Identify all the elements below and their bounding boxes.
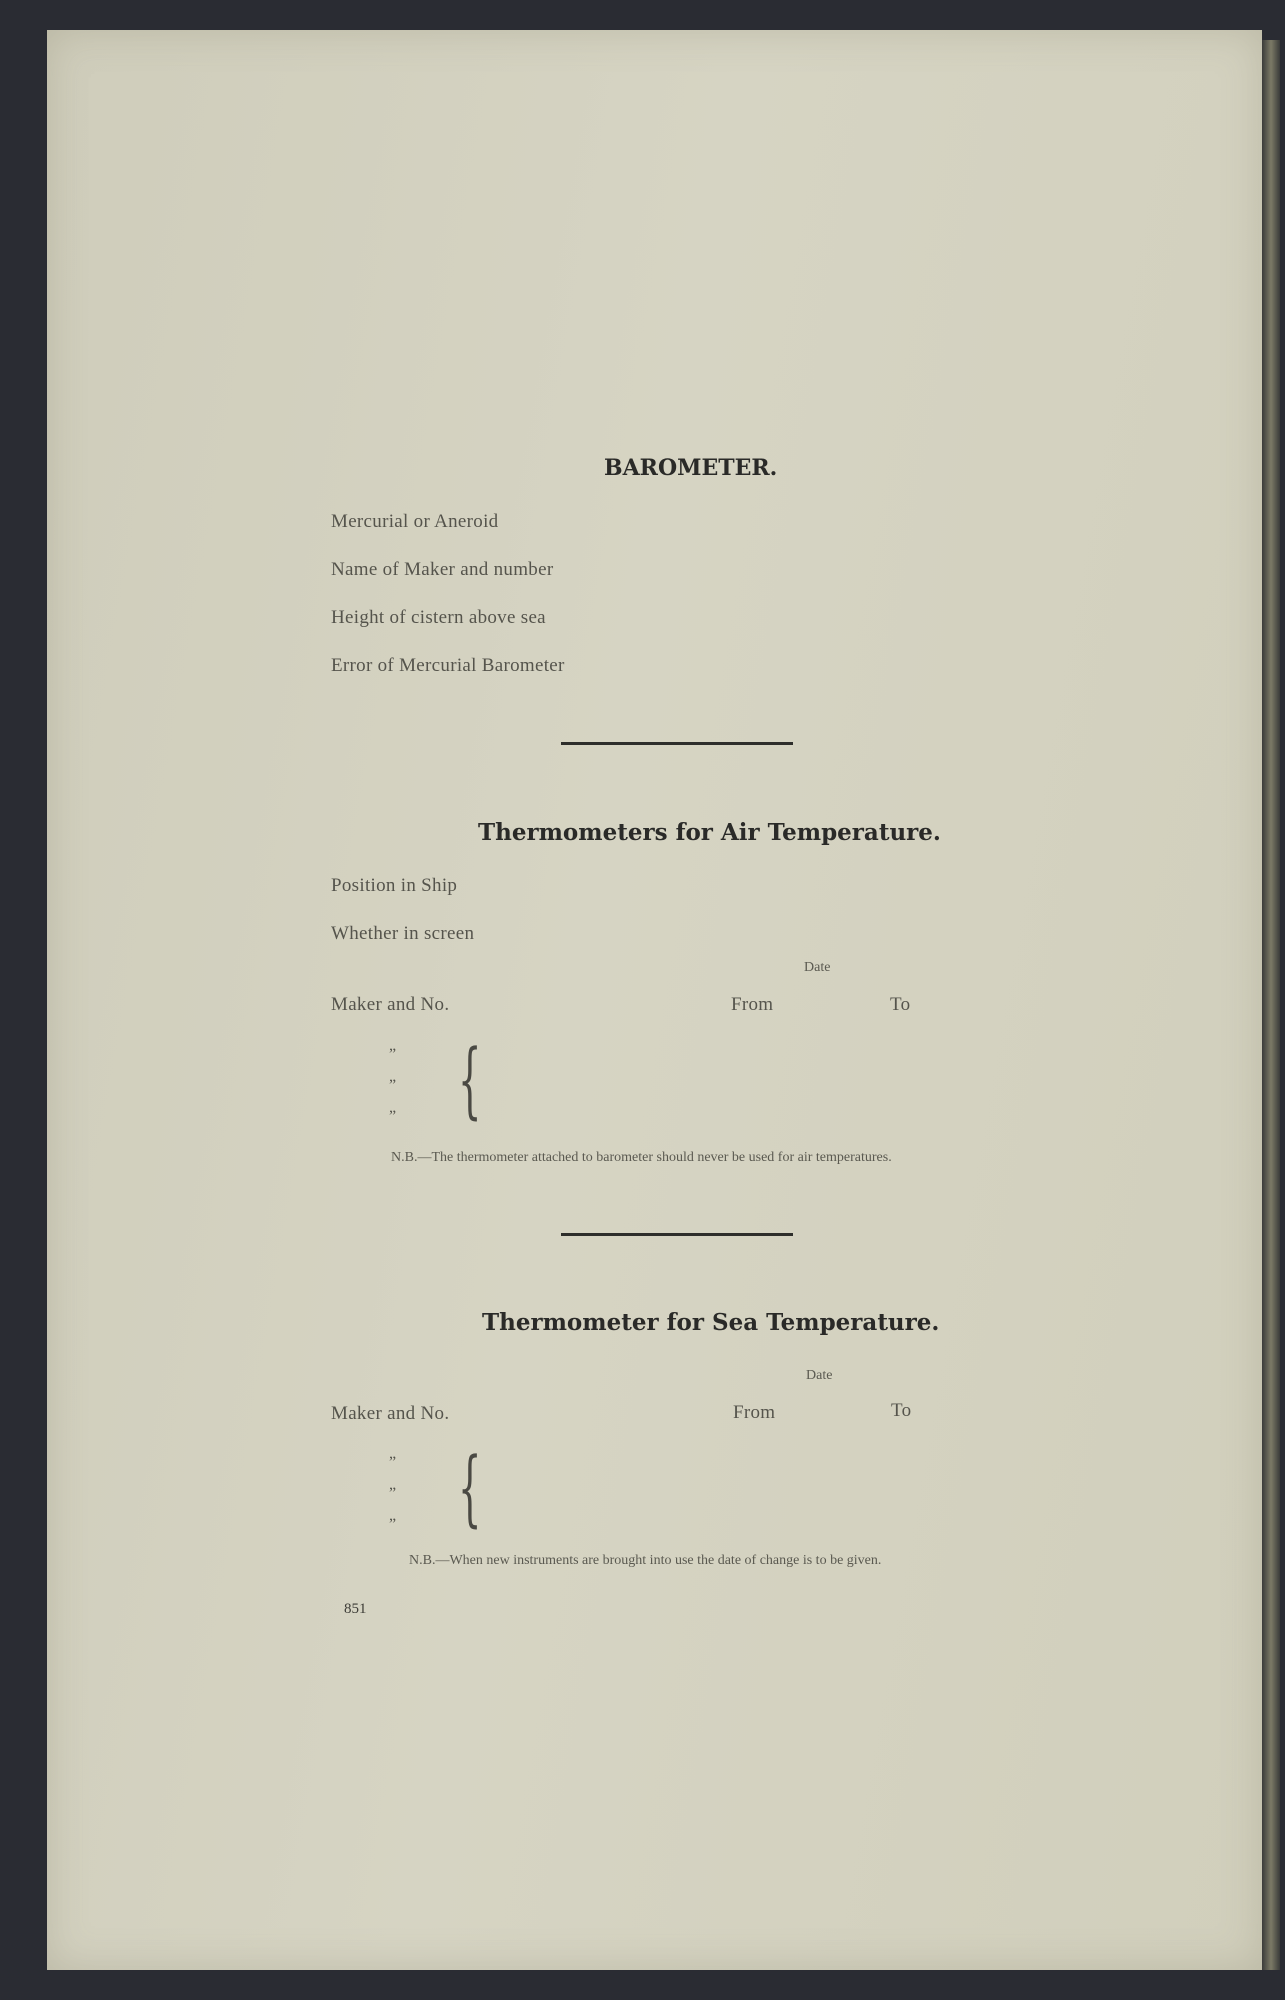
sea-ditto-3: ”: [389, 1516, 397, 1533]
barometer-field-maker: Name of Maker and number: [331, 559, 554, 580]
section-divider-2: [561, 1233, 793, 1236]
section-divider-1: [561, 742, 793, 745]
sea-thermometer-heading: Thermometer for Sea Temperature.: [482, 1309, 940, 1336]
barometer-field-type: Mercurial or Aneroid: [331, 511, 499, 532]
document-page: [47, 30, 1262, 1970]
sea-ditto-2: ”: [389, 1485, 397, 1502]
air-ditto-1: ”: [389, 1046, 397, 1063]
air-note: N.B.—The thermometer attached to barometer should never be used for air temperatures.: [391, 1150, 892, 1165]
air-ditto-3: ”: [389, 1108, 397, 1125]
barometer-field-error: Error of Mercurial Barometer: [331, 655, 565, 676]
sea-note: N.B.—When new instruments are brought into use the date of change is to be given.: [409, 1553, 882, 1568]
air-to-label: To: [890, 994, 911, 1015]
page-number: 851: [344, 1601, 367, 1617]
sea-from-label: From: [733, 1402, 776, 1423]
air-from-label: From: [731, 994, 774, 1015]
book-edge: [1262, 40, 1280, 1970]
air-thermometers-heading: Thermometers for Air Temperature.: [478, 819, 941, 846]
sea-ditto-1: ”: [389, 1454, 397, 1471]
air-date-label: Date: [804, 960, 831, 975]
barometer-heading: BAROMETER.: [604, 455, 778, 481]
air-ditto-2: ”: [389, 1077, 397, 1094]
sea-brace: {: [458, 1441, 482, 1536]
sea-date-label: Date: [806, 1368, 833, 1383]
barometer-field-height: Height of cistern above sea: [331, 607, 546, 628]
sea-maker-label: Maker and No.: [331, 1403, 450, 1424]
air-maker-label: Maker and No.: [331, 994, 450, 1015]
air-brace: {: [458, 1033, 482, 1128]
air-position-label: Position in Ship: [331, 875, 458, 896]
air-screen-label: Whether in screen: [331, 923, 475, 944]
sea-to-label: To: [891, 1400, 912, 1421]
